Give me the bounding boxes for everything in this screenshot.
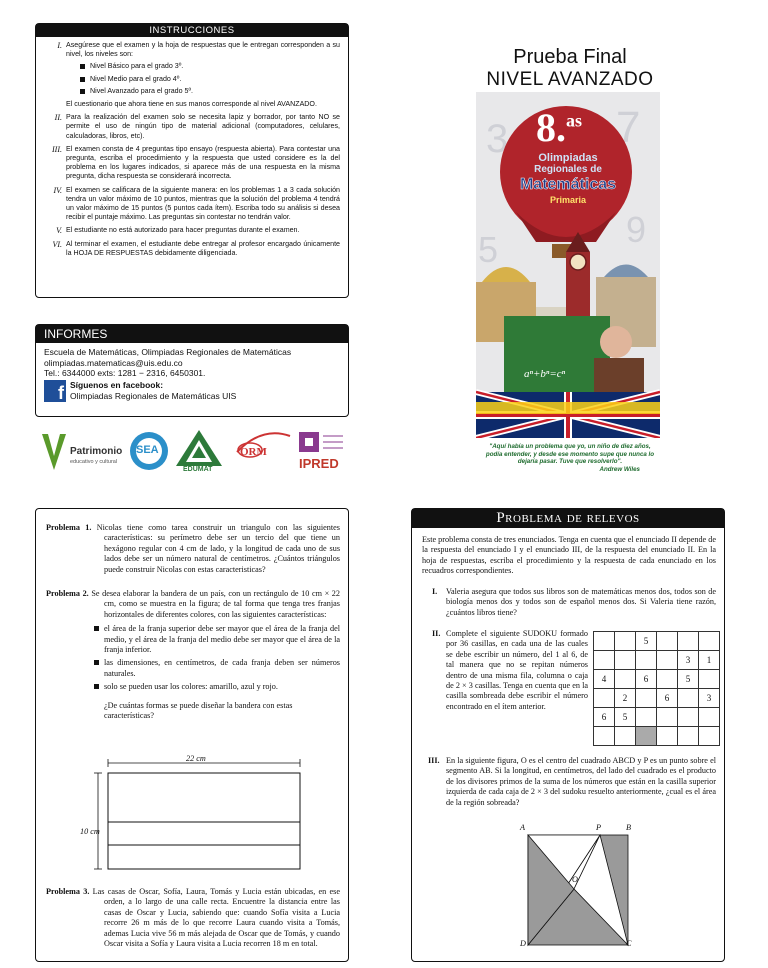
sudoku-row xyxy=(594,651,720,670)
informes-school: Escuela de Matemáticas, Olimpiadas Regionales de Matemáticas xyxy=(44,347,292,357)
instruction-text: El examen consta de 4 preguntas tipo ensayo (respuesta abierta). Para contestar una pregunta, escriba el procedimiento y la respuesta que usted considere es la del problema en los lugares indicados, si aparece más de una respuesta en la misma pregunta, dicha respuesta se considerará incorrecta. xyxy=(66,144,340,181)
problem-3-label: Problema 3. xyxy=(46,887,90,896)
sea-text: SEA xyxy=(136,444,159,456)
flag-height-label: 10 cm xyxy=(80,827,100,836)
sudoku-cell[interactable] xyxy=(594,689,615,708)
orm-text: ORM xyxy=(240,446,267,458)
sudoku-cell[interactable] xyxy=(657,651,678,670)
sudoku-cell[interactable] xyxy=(636,651,657,670)
problem-3-text: Las casas de Oscar, Sofía, Laura, Tomás y Lucia están ubicadas, en ese orden, a lo largo de una calle recta. Encuentre la distancia entre las casas de Oscar y Lucia, sabiendo que: cuando Sofía visita a Lucia recorre 26 m más de lo que recorre Laura cuando visita a Tomás, ademas Lucia vive 56 m más alejada de Oscar que de Tomás, y cuando Oscar visita a Sofía y Laura visita a Lucia recorren 18 m en total. xyxy=(92,887,341,949)
point-d-label: D xyxy=(520,939,526,948)
instruction-number: III. xyxy=(52,144,62,154)
poster-formula: aⁿ+bⁿ=cⁿ xyxy=(524,368,566,380)
instruction-number: I. xyxy=(57,41,62,50)
patrimonio-text: Patrimonio xyxy=(70,446,123,457)
instruction-item xyxy=(36,226,348,235)
instruction-number: VI. xyxy=(52,239,62,249)
point-o-label: O xyxy=(572,875,578,884)
instruction-number: V. xyxy=(56,226,62,236)
sudoku-shaded-cell[interactable] xyxy=(636,727,657,746)
sudoku-cell[interactable]: 5 xyxy=(615,708,636,727)
flag-condition: el área de la franja superior debe ser mayor que el área de la franja del medio, y el área de la franja del medio debe ser mayor que el área de la franja inferior. xyxy=(80,624,340,655)
sudoku-cell[interactable]: 1 xyxy=(699,651,720,670)
problem-2-label: Problema 2. xyxy=(46,589,89,598)
sudoku-cell[interactable] xyxy=(699,670,720,689)
level-bullet: Nivel Medio para el grado 4º. xyxy=(66,75,340,84)
sudoku-cell[interactable] xyxy=(615,727,636,746)
instructions-list xyxy=(36,41,348,258)
sudoku-cell[interactable] xyxy=(678,632,699,651)
sudoku-cell[interactable] xyxy=(657,670,678,689)
sudoku-row xyxy=(594,727,720,746)
patrimonio-mark-icon xyxy=(40,430,70,472)
square-figure xyxy=(512,825,642,955)
informes-box xyxy=(35,324,349,417)
instructions-header: INSTRUCCIONES xyxy=(36,24,348,37)
level-bullet: Nivel Básico para el grado 3º. xyxy=(66,62,340,71)
problem-2-question: ¿De cuántas formas se puede diseñar la bandera con estas características? xyxy=(104,700,293,721)
relevos-intro: Este problema consta de tres enunciados. Tenga en cuenta que el enunciado II depende de la respuesta del enunciado I y el enunciado III, de la respuesta del enunciado II. En la hoja de respuestas, escriba el procedimiento y la respuesta de cada enunciado en los recuadros correspondientes. xyxy=(422,535,716,576)
sudoku-row xyxy=(594,632,720,651)
relevos-box xyxy=(411,508,725,962)
facebook-name: Olimpiadas Regionales de Matemáticas UIS xyxy=(70,390,237,401)
ipred-text: IPRED xyxy=(299,456,339,471)
informes-email[interactable]: olimpiadas.matematicas@uis.edu.co xyxy=(44,357,183,368)
cover-title-line1: Prueba Final xyxy=(513,46,627,68)
cover-quote: "Aquí había un problema que yo, un niño de diez años, podía entender, y desde ese momento supe que nunca lo dejaría pasar. Tuve que resolverlo". Andrew Wiles xyxy=(485,443,655,473)
problem-2-text: Se desea elaborar la bandera de un país, con un rectángulo de 10 cm × 22 cm, como se muestra en la figura; de tal forma que tenga tres franjas horizontales de diferentes colores, con las siguientes características: xyxy=(91,589,340,619)
sudoku-grid xyxy=(593,631,720,746)
point-c-label: C xyxy=(626,939,632,948)
sudoku-row xyxy=(594,689,720,708)
sudoku-cell[interactable]: 3 xyxy=(678,651,699,670)
svg-text:5: 5 xyxy=(478,229,499,270)
instruction-text: Asegúrese que el examen y la hoja de respuestas que le entregan corresponden a su nivel, los niveles son: xyxy=(66,41,340,59)
flag-condition: solo se pueden usar los colores: amarillo, azul y rojo. xyxy=(80,682,340,692)
quote-author: Andrew Wiles xyxy=(599,465,640,473)
sudoku-cell[interactable] xyxy=(678,708,699,727)
sudoku-cell[interactable]: 6 xyxy=(657,689,678,708)
relevos-ii: II. Complete el siguiente SUDOKU formado por 36 casillas, en cada una de las cuales se debe escribir un número, del 1 al 6, de tal manera que no se repitan números dentro de una misma fila, columna o caja de 2 × 3 casillas. Tenga en cuenta que en la casilla sombreada debe escribir el número encontrado en el ítem anterior. xyxy=(432,629,588,711)
facebook-row[interactable] xyxy=(44,380,340,402)
instruction-text: El estudiante no está autorizado para hacer preguntas durante el examen. xyxy=(66,226,300,235)
sudoku-cell[interactable] xyxy=(678,689,699,708)
sudoku-cell[interactable]: 6 xyxy=(636,670,657,689)
sudoku-cell[interactable] xyxy=(657,632,678,651)
orm-logo xyxy=(232,430,292,472)
level-bullet: Nivel Avanzado para el grado 5º. xyxy=(66,87,340,96)
instruction-item xyxy=(36,186,348,223)
sudoku-cell[interactable] xyxy=(699,727,720,746)
facebook-icon: f xyxy=(44,380,66,402)
sea-logo xyxy=(128,430,170,472)
sudoku-cell[interactable] xyxy=(594,727,615,746)
cover-title xyxy=(440,46,700,91)
relevos-i: I. Valeria asegura que todos sus libros son de matemáticas menos dos, todos son de biología menos dos y todos son de español menos dos. Si Valeria tiene razón, ¿cuántos libros tiene? xyxy=(432,587,716,617)
flag-condition: las dimensiones, en centímetros, de cada franja deben ser números naturales. xyxy=(80,658,340,679)
problem-2-bullets xyxy=(80,624,340,692)
ipred-mark-icon xyxy=(297,430,345,456)
flag-figure xyxy=(86,759,316,889)
informes-body xyxy=(36,343,348,406)
patrimonio-sub: educativo y cultural xyxy=(70,459,118,465)
problem-1-text: Nicolas tiene como tarea construir un triangulo con las siguientes características: su perímetro debe ser un tercio del que tiene un hexágono regular con 4 cm de lado, y la longitud de cada uno de sus lados debe ser un número natural de centímetros. ¿Cuántos triángulos puede construir Nicolas con estas caracteristicas? xyxy=(96,523,340,574)
svg-text:7: 7 xyxy=(616,103,641,152)
poster-number: 8.$^{as}$ xyxy=(536,105,583,150)
relevos-iii: III. En la siguiente figura, O es el centro del cuadrado ABCD y P es un punto sobre el segmento AB. Si la longitud, en centímetros, del lado del cuadrado es el producto de los divisores primos de la suma de los números que están en la casilla superior izquierda de cada caja de 2 × 3 del sudoku resuelto anteriormente, ¿cual es el área de la región sobreada? xyxy=(428,756,716,807)
instruction-number: II. xyxy=(54,113,62,123)
sudoku-cell[interactable] xyxy=(699,632,720,651)
point-p-label: P xyxy=(596,823,602,832)
sudoku-cell[interactable] xyxy=(678,727,699,746)
instruction-item xyxy=(36,113,348,141)
sudoku-cell[interactable] xyxy=(699,708,720,727)
instructions-box xyxy=(35,23,349,298)
edumat-mark-icon xyxy=(174,428,224,468)
cover-poster xyxy=(476,92,660,438)
flag-width-label: 22 cm xyxy=(186,754,206,763)
sudoku-cell[interactable] xyxy=(615,670,636,689)
instruction-text: Al terminar el examen, el estudiante debe entregar al profesor encargado únicamente la HOJA DE RESPUESTAS debidamente diligenciada. xyxy=(66,239,340,257)
informes-phone: Tel.: 6344000 exts: 1281 − 2316, 6450301. xyxy=(44,368,206,378)
point-a-label: A xyxy=(520,823,526,832)
sudoku-cell[interactable]: 5 xyxy=(636,632,657,651)
sudoku-cell[interactable]: 5 xyxy=(678,670,699,689)
sudoku-row xyxy=(594,670,720,689)
relevos-header: Problema de relevos xyxy=(412,509,724,528)
sudoku-row xyxy=(594,708,720,727)
cover-title-line2: NIVEL AVANZADO xyxy=(486,69,654,90)
instruction-number: IV. xyxy=(53,185,62,195)
sudoku-cell[interactable] xyxy=(615,651,636,670)
sudoku-cell[interactable]: 6 xyxy=(594,708,615,727)
sudoku-cell[interactable] xyxy=(594,651,615,670)
problem-3 xyxy=(46,887,340,949)
sudoku-cell[interactable]: 3 xyxy=(699,689,720,708)
sudoku-cell[interactable] xyxy=(657,727,678,746)
problems-box xyxy=(35,508,349,962)
svg-text:3: 3 xyxy=(486,117,509,161)
problem-1-label: Problema 1. xyxy=(46,523,92,532)
instruction-item xyxy=(36,41,348,109)
patrimonio-logo xyxy=(40,430,125,472)
sudoku-cell[interactable] xyxy=(636,689,657,708)
instruction-text: El examen se calificara de la siguiente manera: en los problemas 1 a 3 cada solución tendra un valor máximo de 10 puntos, mientras que la solución del problema 4 tendrá un valor máximo de 15 puntos (5 puntos cada ítem). Escriba todo su análisis si desea recibir el puntaje máximo. Las preguntas sin contestar no tendrán valor. xyxy=(66,185,340,222)
facebook-title: Síguenos en facebook: xyxy=(70,380,164,390)
ipred-logo xyxy=(297,430,345,474)
problem-2 xyxy=(46,589,340,721)
problem-1 xyxy=(46,523,340,575)
instruction-note: El cuestionario que ahora tiene en sus manos corresponde al nivel AVANZADO. xyxy=(66,100,317,109)
instruction-item xyxy=(36,240,348,258)
svg-text:9: 9 xyxy=(626,209,647,250)
informes-header: INFORMES xyxy=(36,325,348,343)
sudoku-cell[interactable]: 4 xyxy=(594,670,615,689)
poster-event-name: Olimpiadas Regionales de Matemáticas Primaria xyxy=(519,152,617,205)
instruction-text: Para la realización del examen solo se necesita lapiz y borrador, por tanto NO se permite el uso de ningún tipo de material adicional (computadores, celulares, calculadoras, libros, etc). xyxy=(66,113,340,140)
sudoku-cell[interactable] xyxy=(636,708,657,727)
point-b-label: B xyxy=(626,823,632,832)
sudoku-cell[interactable] xyxy=(615,632,636,651)
sudoku-cell[interactable] xyxy=(657,708,678,727)
edumat-text: EDUMAT xyxy=(183,466,213,473)
edumat-logo xyxy=(174,428,224,474)
instruction-item xyxy=(36,145,348,182)
sudoku-cell[interactable] xyxy=(594,632,615,651)
sudoku-cell[interactable]: 2 xyxy=(615,689,636,708)
